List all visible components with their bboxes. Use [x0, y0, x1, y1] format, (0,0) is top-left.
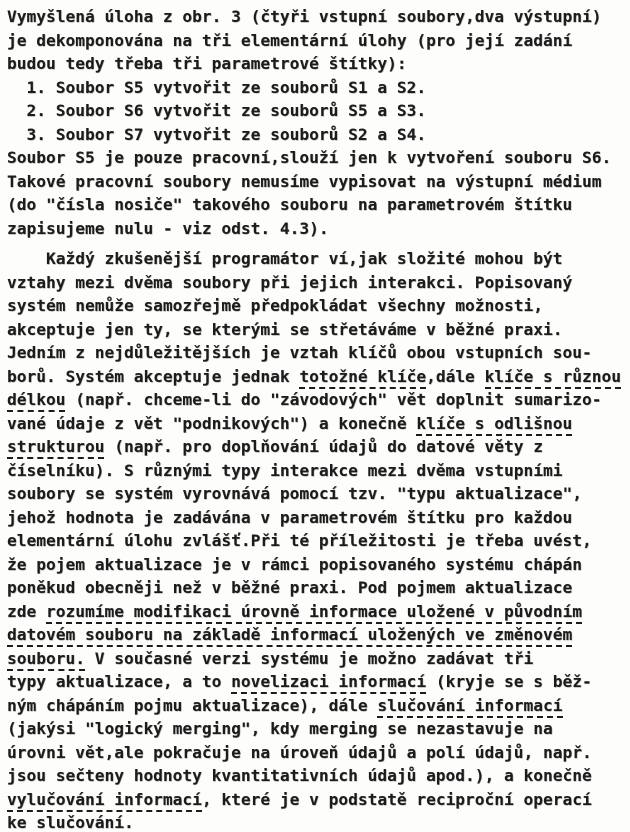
- text-segment: akceptuje jen ty, se kterými se střetáváme v běžné praxi.: [7, 319, 563, 339]
- text-segment: zde: [7, 601, 46, 621]
- text-segment: že pojem aktualizace je v rámci popisovaného systému chápán: [7, 554, 582, 574]
- text-line: [7, 247, 628, 271]
- text-line: [7, 788, 628, 812]
- text-line: [7, 388, 628, 412]
- text-segment: soubory se systém vyrovnává pomocí tzv. "typu aktualizace",: [7, 484, 582, 503]
- text-segment: (jakýsi "logický merging", kdy merging se nezastavuje na: [7, 719, 553, 738]
- text-line: [7, 365, 628, 389]
- text-line: [7, 576, 628, 600]
- document-text: [7, 5, 628, 832]
- text-segment: (kryje se s běž-: [426, 672, 592, 691]
- text-segment: jehož hodnota je zadávána v parametrovém štítku pro každou: [7, 507, 573, 527]
- text-line: [7, 741, 628, 765]
- text-line: [7, 193, 628, 217]
- text-segment: poněkud obecněji než v běžné praxi. Pod pojmem aktualizace: [7, 578, 573, 597]
- text-line: [7, 529, 628, 553]
- text-segment: Vymyšlená úloha z obr. 3 (čtyři vstupní soubory,dva výstupní): [7, 7, 602, 26]
- text-line: [7, 717, 628, 741]
- text-segment: budou tedy třeba tři parametrové štítky):: [7, 54, 407, 73]
- text-line: [7, 811, 628, 832]
- underlined-phrase: totožné klíče: [299, 367, 426, 389]
- text-line: [7, 764, 628, 788]
- text-segment: Každý zkušenější programátor ví,jak složité mohou být: [7, 249, 563, 268]
- text-segment: 2. Soubor S6 vytvořit ze souborů S5 a S3.: [7, 101, 427, 120]
- text-segment: číselníku). S různými typy interakce mezi dvěma vstupními: [7, 460, 563, 480]
- text-line: [7, 459, 628, 483]
- underlined-phrase: slučování informací: [377, 696, 562, 718]
- text-segment: Jedním z nejdůležitějších je vztah klíčů obou vstupních sou-: [7, 343, 592, 362]
- underlined-phrase: délkou: [7, 390, 65, 412]
- text-line: [7, 146, 628, 170]
- text-segment: 3. Soubor S7 vytvořit ze souborů S2 a S4.: [7, 124, 427, 144]
- text-line: [7, 435, 628, 459]
- underlined-phrase: klíče s odlišnou: [416, 414, 572, 436]
- text-segment: ným chápáním pojmu aktualizace), dále: [7, 695, 378, 715]
- text-segment: elementární úlohu zvlášť.Při té příležitosti je třeba uvést,: [7, 531, 592, 550]
- text-segment: Soubor S5 je pouze pracovní,slouží jen k vytvoření souboru S6.: [7, 148, 612, 167]
- text-segment: jsou sečteny hodnoty kvantitativních údajů apod.), a konečně: [7, 766, 592, 785]
- text-segment: vané údaje z vět "podnikových") a konečně: [7, 413, 417, 433]
- underlined-phrase: rozumíme modifikaci úrovně informace uložené v původním: [46, 602, 582, 624]
- text-line: [7, 217, 628, 241]
- text-line: [7, 506, 628, 530]
- text-line: [7, 5, 628, 29]
- text-segment: , které je v podstatě reciproční operací: [201, 789, 592, 809]
- text-segment: systém nemůže samozřejmě předpokládat všechny možnosti,: [7, 296, 544, 315]
- text-segment: (např. chceme-li do "závodových" vět doplnit sumarizo-: [65, 390, 602, 409]
- text-line: [7, 553, 628, 577]
- text-line: [7, 318, 628, 342]
- text-segment: Takové pracovní soubory nemusíme vypisovat na výstupní médium: [7, 171, 602, 191]
- text-segment: je dekomponována na tři elementární úlohy (pro její zadání: [7, 30, 573, 50]
- text-line: [7, 412, 628, 436]
- underlined-phrase: datovém souboru na základě informací uložených ve změnovém: [7, 625, 572, 647]
- text-line: [7, 123, 628, 147]
- underlined-phrase: strukturou: [7, 437, 104, 459]
- text-line: [7, 99, 628, 123]
- text-segment: úrovni vět,ale pokračuje na úroveň údajů a polí údajů, např.: [7, 742, 592, 762]
- text-line: [7, 271, 628, 295]
- text-segment: V současné verzi systému je možno zadávat tři: [84, 648, 534, 668]
- text-line: [7, 29, 628, 53]
- underlined-phrase: klíče s různou: [485, 367, 621, 389]
- text-segment: ,dále: [426, 366, 485, 386]
- text-segment: (do "čísla nosiče" takového souboru na parametrovém štítku: [7, 195, 573, 214]
- text-segment: borů. Systém akceptuje jednak: [7, 366, 300, 386]
- text-line: [7, 341, 628, 365]
- text-segment: ke slučování.: [7, 813, 134, 832]
- text-line: [7, 647, 628, 671]
- text-segment: zapisujeme nulu - viz odst. 4.3).: [7, 218, 329, 238]
- underlined-phrase: souboru.: [7, 649, 85, 671]
- text-segment: vztahy mezi dvěma soubory při jejich interakci. Popisovaný: [7, 272, 573, 292]
- text-segment: 1. Soubor S5 vytvořit ze souborů S1 a S2.: [7, 77, 427, 97]
- text-segment: typy aktualizace, a to: [7, 672, 232, 691]
- text-line: [7, 76, 628, 100]
- text-line: [7, 294, 628, 318]
- text-line: [7, 52, 628, 76]
- text-line: [7, 670, 628, 694]
- underlined-phrase: vylučování informací: [7, 790, 202, 812]
- text-line: [7, 170, 628, 194]
- text-line: [7, 694, 628, 718]
- text-line: [7, 600, 628, 624]
- text-segment: (např. pro doplňování údajů do datové věty z: [104, 437, 544, 456]
- text-line: [7, 482, 628, 506]
- underlined-phrase: novelizaci informací: [231, 672, 426, 694]
- text-line: [7, 623, 628, 647]
